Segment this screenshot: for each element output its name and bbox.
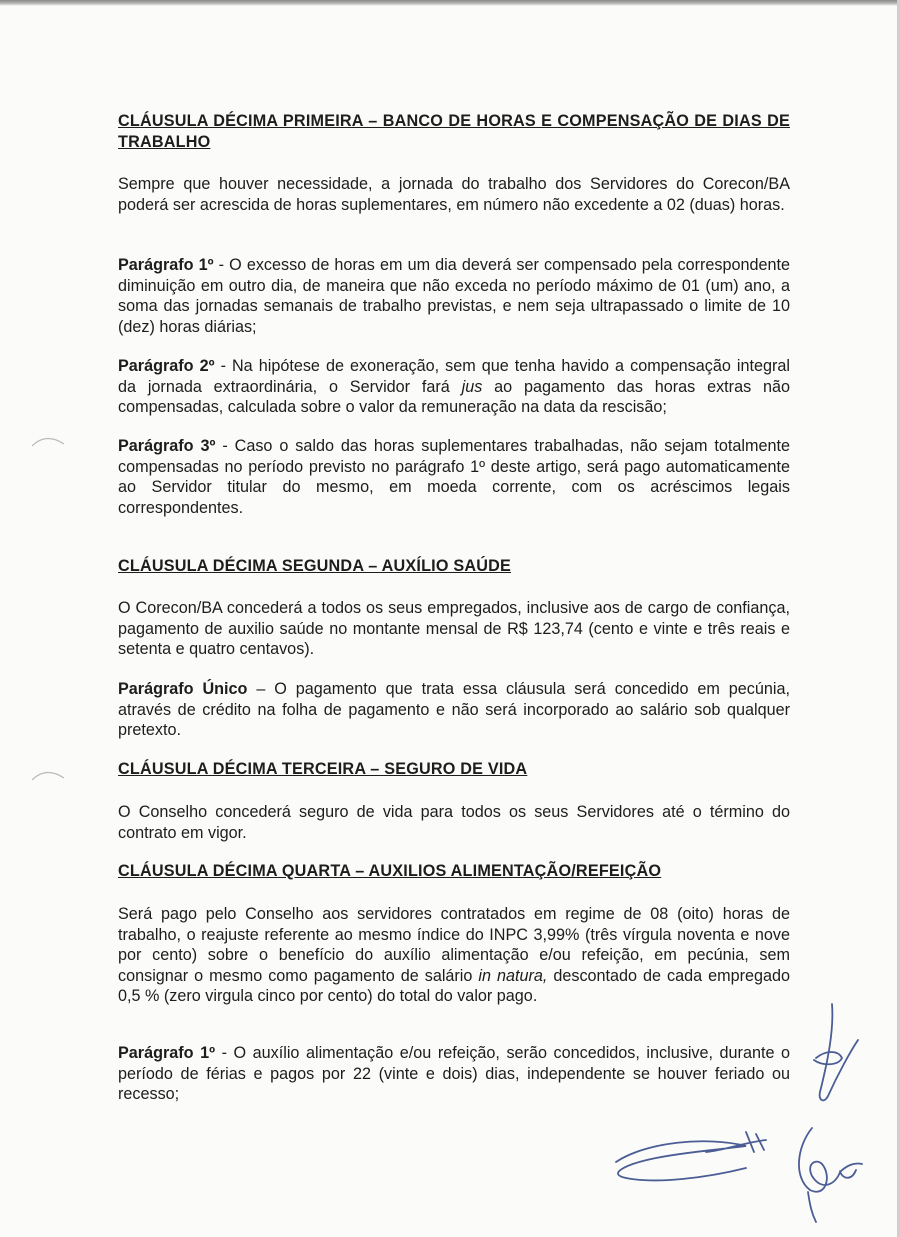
clause-14-intro (118, 904, 790, 1007)
clause-14-heading: CLÁUSULA DÉCIMA QUARTA – AUXILIOS ALIMENTAÇÃO/REFEIÇÃO (118, 862, 662, 880)
paragraph-label: Parágrafo Único (118, 680, 248, 698)
paragraph-label: Parágrafo 1º (118, 1044, 216, 1062)
clause-12-heading: CLÁUSULA DÉCIMA SEGUNDA – AUXÍLIO SAÚDE (118, 557, 512, 575)
paragraph-label: Parágrafo 1º (118, 256, 214, 274)
paragraph-label: Parágrafo 2º (118, 357, 215, 375)
clause-11-paragraph-3 (118, 436, 790, 518)
clause-11-intro: Sempre que houver necessidade, a jornada do trabalho dos Servidores do Corecon/BA poderá ser acrescida de horas suplementares, em número não excedente a 02 (duas) horas. (118, 175, 790, 214)
clause-13-heading: CLÁUSULA DÉCIMA TERCEIRA – SEGURO DE VIDA (118, 760, 528, 778)
clause-12-intro: O Corecon/BA concederá a todos os seus empregados, inclusive aos de cargo de confiança, pagamento de auxilio saúde no montante mensal de R$ 123,74 (cento e vinte e três reais e setenta e quatro centavos). (118, 599, 790, 658)
clause-11-paragraph-2 (118, 356, 790, 418)
handwritten-initial-signature (798, 1000, 868, 1110)
handwritten-signature-left (596, 1122, 786, 1192)
clause-11-heading: CLÁUSULA DÉCIMA PRIMEIRA – BANCO DE HORAS E COMPENSAÇÃO DE DIAS DE TRABALHO (118, 112, 790, 151)
binding-hole-mark (28, 428, 68, 458)
paragraph-italic: jus (461, 377, 483, 396)
intro-text-end: descontado de cada empregado 0,5 % (zero virgula cinco por cento) do total do valor pago. (118, 966, 790, 1005)
scan-top-edge (0, 0, 900, 6)
handwritten-signature-right (782, 1118, 872, 1228)
paragraph-text: - Caso o saldo das horas suplementares trabalhadas, não sejam totalmente compensadas no período previsto no parágrafo 1º deste artigo, será pago automaticamente ao Servidor titular do mesmo, em moeda corrente, com os acréscimos legais correspondentes. (118, 437, 790, 517)
paragraph-text: - Na hipótese de exoneração, sem que tenha havido a compensação integral da jornada extraordinária, o Servidor fará (118, 357, 791, 396)
paragraph-text: – O pagamento que trata essa cláusula será concedido em pecúnia, através de crédito na folha de pagamento e não será incorporado ao salário sob qualquer pretexto. (118, 680, 790, 739)
intro-text: Será pago pelo Conselho aos servidores contratados em regime de 08 (oito) horas de trabalho, o reajuste referente ao mesmo índice do INPC 3,99% (três vírgula noventa e nove por cento) sobre o benefício do auxílio alimentação e/ou refeição, em pecúnia, sem consignar o mesmo como pagamento de salário (118, 905, 790, 985)
paragraph-label: Parágrafo 3º (118, 437, 216, 455)
clause-13-intro: O Conselho concederá seguro de vida para todos os seus Servidores até o término do contrato em vigor. (118, 803, 790, 842)
clause-14-paragraph-1 (118, 1043, 790, 1105)
paragraph-text: - O excesso de horas em um dia deverá ser compensado pela correspondente diminuição em outro dia, de maneira que não exceda no período máximo de 01 (um) ano, a soma das jornadas semanais de trabalho previstas, e nem seja ultrapassado o limite de 10 (dez) horas diárias; (118, 256, 790, 336)
paragraph-text-end: ao pagamento das horas extras não compensadas, calculada sobre o valor da remuneração na data da rescisão; (118, 377, 791, 416)
binding-hole-mark (28, 762, 68, 792)
intro-italic: in natura, (478, 966, 548, 985)
clause-11-paragraph-1 (118, 255, 790, 337)
clause-12-paragraph-unico (118, 679, 790, 741)
paragraph-text: - O auxílio alimentação e/ou refeição, serão concedidos, inclusive, durante o período de férias e pagos por 22 (vinte e dois) dias, independente se houver feriado ou recesso; (118, 1044, 790, 1103)
